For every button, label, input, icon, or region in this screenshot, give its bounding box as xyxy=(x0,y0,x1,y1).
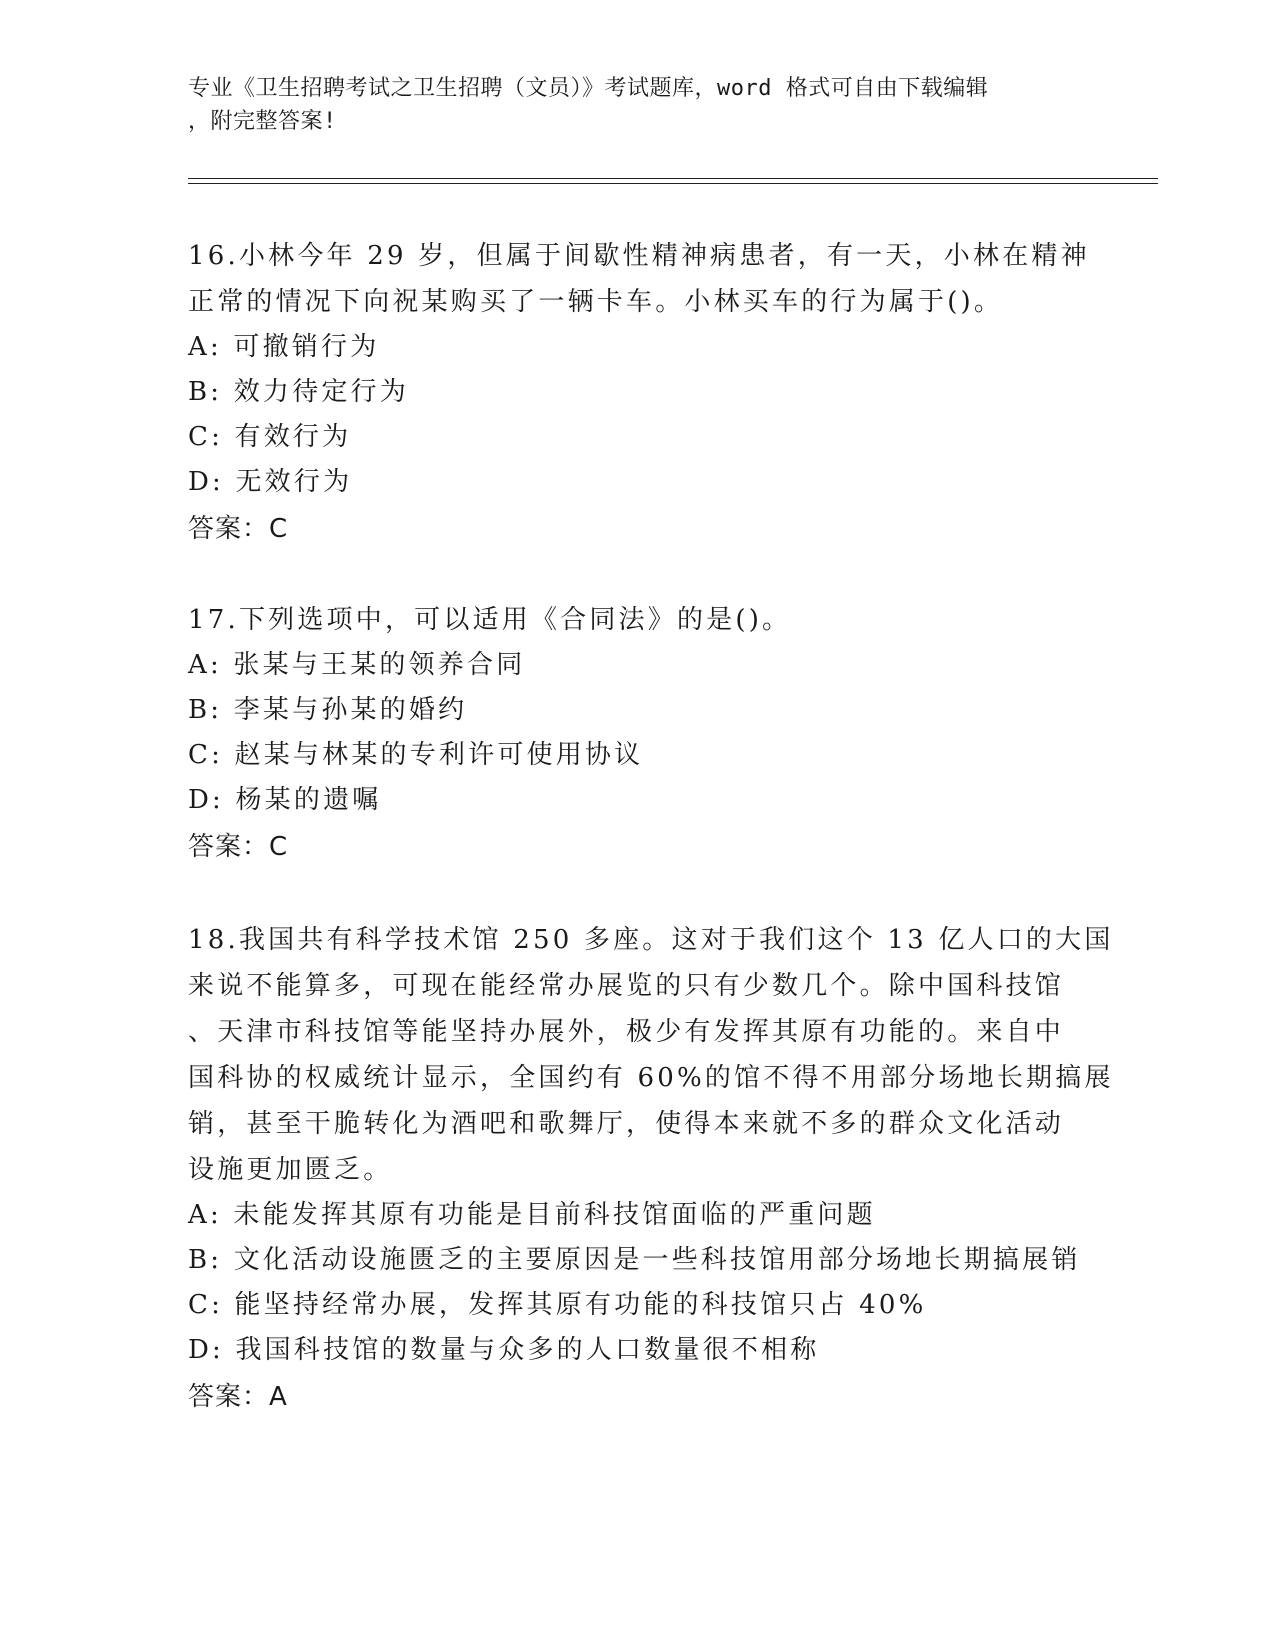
answer: 答案：C xyxy=(188,832,289,862)
option-c: C: 能坚持经常办展，发挥其原有功能的科技馆只占 40% xyxy=(188,1290,927,1320)
header-line-2: ，附完整答案! xyxy=(188,109,337,134)
question-18 xyxy=(188,917,1114,1421)
header-line-1: 专业《卫生招聘考试之卫生招聘（文员）》考试题库，word 格式可自由下载编辑 xyxy=(188,76,989,101)
question-stem-line: 17.下列选项中，可以适用《合同法》的是()。 xyxy=(188,605,792,635)
option-d: D: 我国科技馆的数量与众多的人口数量很不相称 xyxy=(188,1335,820,1365)
option-a: A: 可撤销行为 xyxy=(188,332,380,362)
option-b: B: 效力待定行为 xyxy=(188,377,409,407)
option-b: B: 文化活动设施匮乏的主要原因是一些科技馆用部分场地长期搞展销 xyxy=(188,1245,1081,1275)
question-stem-line: 16.小林今年 29 岁，但属于间歇性精神病患者，有一天，小林在精神 xyxy=(188,241,1090,271)
option-c: C: 有效行为 xyxy=(188,422,352,452)
header-divider-top xyxy=(188,178,1158,179)
question-stem-line: 、天津市科技馆等能坚持办展外，极少有发挥其原有功能的。来自中 xyxy=(188,1017,1065,1047)
option-a: A: 未能发挥其原有功能是目前科技馆面临的严重问题 xyxy=(188,1200,876,1230)
header-divider-bottom xyxy=(188,183,1158,184)
option-c: C: 赵某与林某的专利许可使用协议 xyxy=(188,740,644,770)
question-stem-line: 来说不能算多，可现在能经常办展览的只有少数几个。除中国科技馆 xyxy=(188,971,1065,1001)
document-header xyxy=(188,72,1088,138)
question-stem-line: 销，甚至干脆转化为酒吧和歌舞厅，使得本来就不多的群众文化活动 xyxy=(188,1109,1065,1139)
answer: 答案：A xyxy=(188,1382,288,1412)
question-16 xyxy=(188,233,1088,553)
option-d: D: 杨某的遗嘱 xyxy=(188,785,382,815)
option-d: D: 无效行为 xyxy=(188,467,353,497)
answer: 答案：C xyxy=(188,514,289,544)
question-stem-line: 设施更加匮乏。 xyxy=(188,1155,393,1185)
question-stem-line: 18.我国共有科学技术馆 250 多座。这对于我们这个 13 亿人口的大国 xyxy=(188,925,1114,955)
option-a: A: 张某与王某的领养合同 xyxy=(188,650,526,680)
option-b: B: 李某与孙某的婚约 xyxy=(188,695,468,725)
question-stem-line: 正常的情况下向祝某购买了一辆卡车。小林买车的行为属于()。 xyxy=(188,287,1004,317)
question-17 xyxy=(188,597,1088,871)
question-stem-line: 国科协的权威统计显示，全国约有 60%的馆不得不用部分场地长期搞展 xyxy=(188,1063,1114,1093)
